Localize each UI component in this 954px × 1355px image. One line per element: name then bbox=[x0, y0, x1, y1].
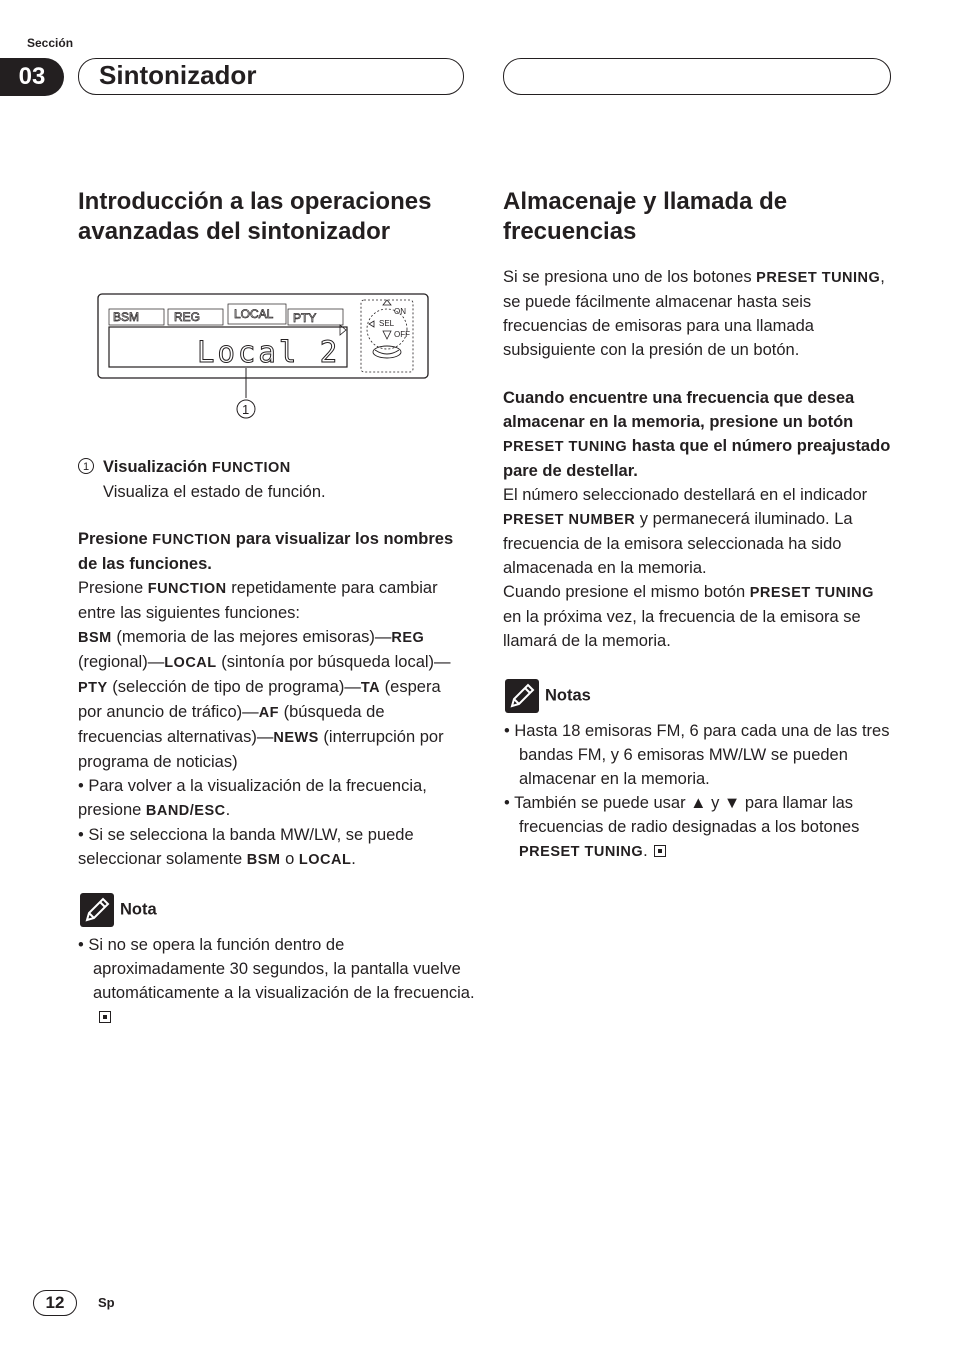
p1-key: FUNCTION bbox=[147, 581, 227, 597]
func-ta-desc: (espera por anuncio de tráfico)— bbox=[78, 678, 441, 721]
note2-b: . bbox=[643, 842, 648, 860]
r-p1-a: Si se presiona uno de los botones bbox=[503, 268, 757, 286]
note2-a: • También se puede usar ▲ y ▼ para llamar las frecuencias de radio designadas a los botones bbox=[504, 794, 860, 836]
end-mark-icon bbox=[99, 1011, 111, 1023]
page-number: 12 bbox=[33, 1290, 77, 1316]
bullet2-b: . bbox=[351, 850, 356, 868]
note-text: • Si no se opera la función dentro de aproximadamente 30 segundos, la pantalla vuelve automáticamente a la visualización de la frecuencia. bbox=[78, 936, 475, 1002]
sel-label: SEL bbox=[379, 319, 395, 328]
func-news: NEWS bbox=[273, 730, 319, 746]
section-number-badge: 03 bbox=[0, 58, 64, 96]
r-p3-key: PRESET TUNING bbox=[749, 585, 874, 601]
section-title: Sintonizador bbox=[99, 60, 257, 90]
bullet2-mid: o bbox=[280, 850, 299, 868]
left-heading: Introducción a las operaciones avanzadas del sintonizador bbox=[78, 188, 432, 245]
on-label: ON bbox=[394, 307, 406, 316]
caption-title: Visualización bbox=[103, 458, 212, 476]
func-af-desc: (búsqueda de frecuencias alternativas)— bbox=[78, 703, 385, 746]
caption-text: Visualiza el estado de función. bbox=[103, 483, 326, 501]
screen-text: Local 2 bbox=[197, 335, 341, 369]
display-svg bbox=[97, 292, 430, 422]
section-title-box bbox=[78, 58, 464, 95]
tab-bsm: BSM bbox=[113, 310, 140, 324]
section-label: Sección bbox=[27, 36, 74, 50]
notes-title: Notas bbox=[545, 686, 591, 705]
func-af: AF bbox=[258, 705, 280, 721]
function-display-illustration bbox=[97, 292, 430, 422]
bullet1-b: . bbox=[225, 801, 231, 819]
left-body bbox=[78, 527, 463, 872]
callout-number: 1 bbox=[242, 402, 250, 417]
r-instr-key: PRESET TUNING bbox=[503, 439, 628, 455]
right-body bbox=[503, 265, 891, 653]
notes-header bbox=[505, 679, 591, 713]
func-news-desc: (interrupción por programa de noticias) bbox=[78, 728, 444, 771]
func-local-desc: (sintonía por búsqueda local)— bbox=[216, 653, 451, 671]
language-code: Sp bbox=[98, 1295, 115, 1310]
r-p2-b: y permanecerá iluminado. La frecuencia de la emisora seleccionada ha sido almacenada en la memoria. bbox=[503, 510, 853, 577]
r-p1-key: PRESET TUNING bbox=[756, 270, 881, 286]
note-title: Nota bbox=[120, 900, 157, 919]
instr-suffix: para visualizar los nombres de las funciones. bbox=[78, 530, 454, 573]
func-reg-desc: (regional)— bbox=[78, 653, 165, 671]
right-heading: Almacenaje y llamada de frecuencias bbox=[503, 188, 788, 245]
r-p1-b: , se puede fácilmente almacenar hasta seis frecuencias de emisoras para una llamada subsiguiente con la presión de un botón. bbox=[503, 268, 885, 359]
caption-number: 1 bbox=[78, 458, 94, 474]
note-item-2 bbox=[504, 791, 892, 864]
left-heading-wrap bbox=[78, 187, 458, 247]
func-bsm: BSM bbox=[78, 630, 112, 646]
note2-key: PRESET TUNING bbox=[519, 844, 644, 860]
caption-block bbox=[78, 455, 463, 504]
pencil-icon bbox=[80, 893, 114, 927]
func-reg: REG bbox=[391, 630, 425, 646]
instr-prefix: Presione bbox=[78, 530, 153, 548]
func-local: LOCAL bbox=[164, 655, 217, 671]
notes-list bbox=[504, 719, 892, 864]
off-label: OFF bbox=[394, 330, 410, 339]
p1-text-a: Presione bbox=[78, 579, 148, 597]
bullet2-key1: BSM bbox=[246, 852, 281, 868]
func-ta: TA bbox=[360, 680, 381, 696]
bullet1-key: BAND/ESC bbox=[145, 803, 226, 819]
note-header bbox=[80, 893, 157, 927]
end-mark-icon bbox=[654, 845, 666, 857]
instr-key: FUNCTION bbox=[152, 532, 232, 548]
bullet2-a: • Si se selecciona la banda MW/LW, se puede seleccionar solamente bbox=[78, 826, 414, 868]
pencil-icon bbox=[505, 679, 539, 713]
tab-pty: PTY bbox=[293, 311, 317, 325]
r-instr-a: Cuando encuentre una frecuencia que desea almacenar en la memoria, presione un botón bbox=[503, 389, 855, 431]
empty-title-box bbox=[503, 58, 891, 95]
r-p2-a: El número seleccionado destellará en el indicador bbox=[503, 486, 868, 504]
bullet2-key2: LOCAL bbox=[298, 852, 352, 868]
p1-text-b: repetidamente para cambiar entre las siguientes funciones: bbox=[78, 579, 438, 622]
tab-local: LOCAL bbox=[234, 307, 274, 321]
note-text-wrap bbox=[78, 933, 478, 1029]
r-instr-b: hasta que el número preajustado pare de destellar. bbox=[503, 437, 891, 480]
right-heading-wrap bbox=[503, 187, 891, 247]
r-p3-b: en la próxima vez, la frecuencia de la emisora se llamará de la memoria. bbox=[503, 608, 861, 650]
r-p3-a: Cuando presione el mismo botón bbox=[503, 583, 750, 601]
func-pty: PTY bbox=[78, 680, 108, 696]
bullet1-a: • Para volver a la visualización de la frecuencia, presione bbox=[78, 777, 427, 819]
r-p2-key: PRESET NUMBER bbox=[503, 512, 636, 528]
func-pty-desc: (selección de tipo de programa)— bbox=[107, 678, 361, 696]
tab-reg: REG bbox=[174, 310, 201, 324]
note-item-1: • Hasta 18 emisoras FM, 6 para cada una de las tres bandas FM, y 6 emisoras MW/LW se pueden almacenar en la memoria. bbox=[504, 722, 890, 788]
func-bsm-desc: (memoria de las mejores emisoras)— bbox=[111, 628, 392, 646]
caption-title-key: FUNCTION bbox=[211, 460, 291, 476]
